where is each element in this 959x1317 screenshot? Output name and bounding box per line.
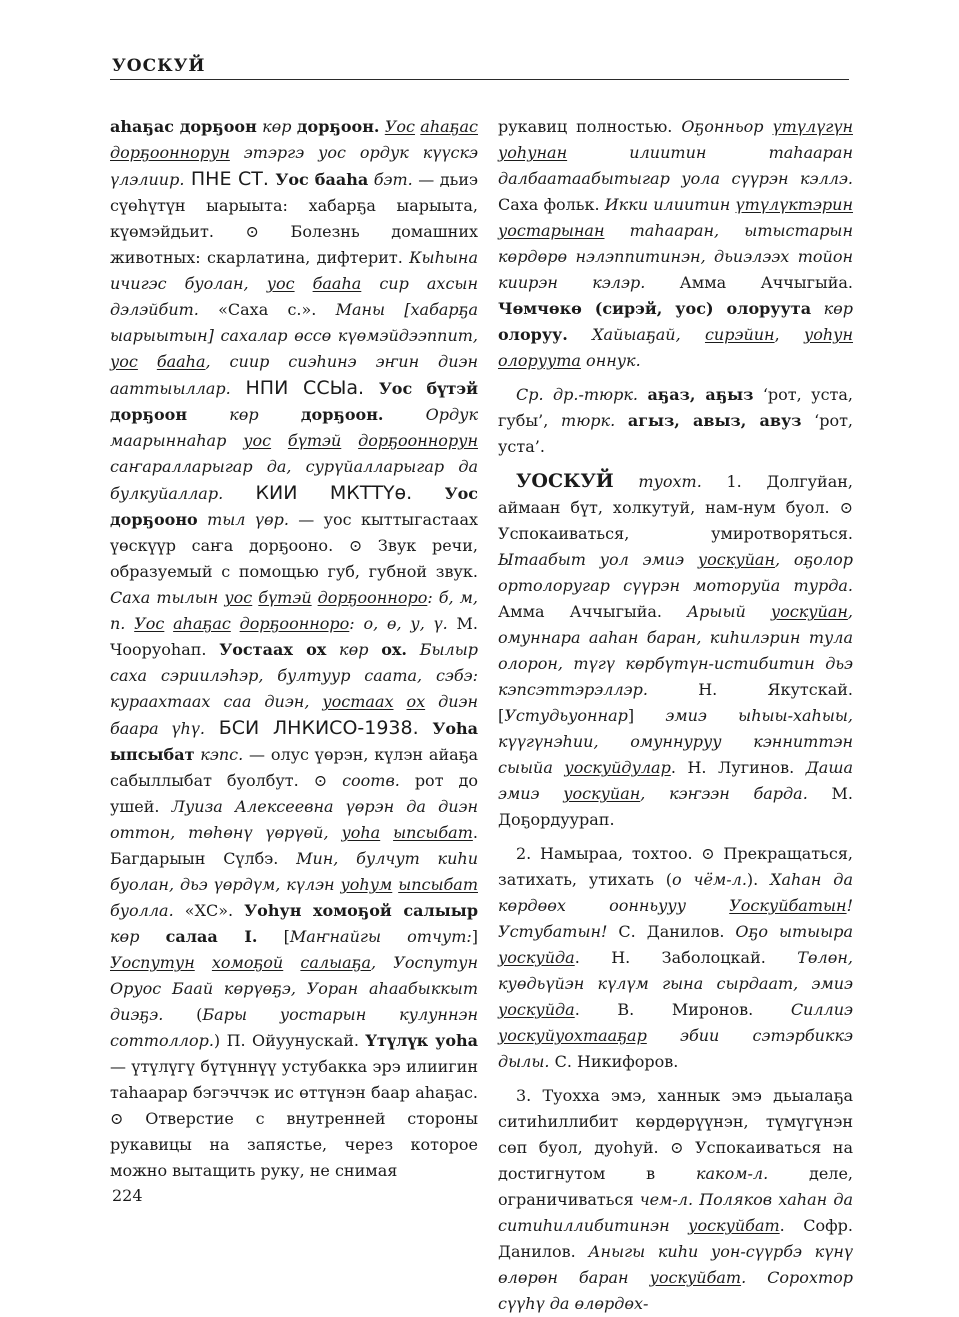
text-run: 2. Намыраа, тохтоо. ⊙ Прекращаться, затихать, утихать ( xyxy=(498,844,853,889)
text-run: көр xyxy=(256,117,297,136)
text-run: Софр. Данилов. xyxy=(498,1216,854,1261)
text-run: Уос дорҕооно xyxy=(110,484,478,529)
text-run: үтүлүгүн xyxy=(772,117,853,136)
text-run: ( xyxy=(163,1005,203,1024)
text-run: БСИ ЛНКИСО-1938. xyxy=(205,717,433,739)
text-run xyxy=(231,614,240,633)
text-run: о чём-л. xyxy=(672,870,747,889)
text-run: Н. Якутскай. [ xyxy=(498,680,853,725)
text-run: Багдарыын Сүлбэ. xyxy=(110,849,297,868)
text-run: Уостаах ох xyxy=(219,640,327,659)
text-run: уоскуйбат xyxy=(649,1268,742,1287)
text-run xyxy=(394,692,407,711)
text-run: диэн баара үһү. xyxy=(110,692,479,738)
text-run: УОСКУЙ xyxy=(516,470,614,492)
text-run: эбии сэтэрбиккэ дылы. xyxy=(498,1026,853,1071)
text-run: , сиир сиэһинэ эҥин диэн ааттыыллар. xyxy=(110,352,478,398)
text-run: : б, м, п. xyxy=(110,588,478,633)
text-run: Силлиэ xyxy=(790,1000,853,1019)
text-run: ыпсыбат xyxy=(393,823,473,842)
text-run: Бары уостарын кулуннэн соттоллор. xyxy=(110,1005,479,1050)
text-run: Уоспутун xyxy=(110,953,195,972)
text-run: Н. Лугинов. xyxy=(675,758,806,777)
text-run: 3. Туохха эмэ, ханнык эмэ дьыалаҕа ситиһиллибит көрдөрүүнэн, түмүгүнэн сөп буол, дуоһуй. ⊙ Успокаиваться на достигнутом в xyxy=(498,1086,853,1183)
text-run: уос xyxy=(224,588,253,607)
text-run: аҕаз, аҕыз xyxy=(647,385,754,404)
text-run: Саха тылын xyxy=(110,588,225,607)
paragraph xyxy=(498,382,853,460)
text-run: Ытаабыт уол эмиэ xyxy=(498,550,698,569)
text-run: . xyxy=(574,1000,580,1019)
text-run: уоһа xyxy=(341,823,381,842)
text-run: уоскуйда xyxy=(498,948,575,967)
text-run: аһаҕас xyxy=(173,614,231,633)
text-run: уоһум xyxy=(340,875,393,894)
text-run: бэт. xyxy=(368,170,413,189)
text-run: туохт. xyxy=(613,472,702,491)
text-run: , Уоспутун Оруос Баай көрүөҕэ, Уоран аһаабыккыт диэҕэ. xyxy=(110,953,478,1024)
text-run: Уоскуйбатын xyxy=(729,896,847,915)
text-run: кэпс. xyxy=(194,745,244,764)
text-run: ох xyxy=(406,692,426,711)
text-run: дорҕооннорун xyxy=(110,143,230,162)
text-run: Уос xyxy=(134,614,165,633)
text-run xyxy=(283,953,300,972)
text-run: Маҥнайгы отчут: xyxy=(289,927,472,946)
text-run: Үтүлүк уоһа xyxy=(365,1031,478,1050)
text-run: дорҕоон. xyxy=(296,117,380,136)
text-run: Ордук маарыннаһар xyxy=(110,405,478,450)
text-run: илиитин таһааран далбаатаабытыгар уола сүүрэн кэллэ. xyxy=(498,143,853,188)
text-run: Даша эмиэ xyxy=(498,758,854,803)
text-run: ] xyxy=(471,927,479,946)
text-run xyxy=(195,953,212,972)
text-run: — олус үөрэн, күлэн айаҕа сабыллыбат буолбут. ⊙ xyxy=(110,745,478,790)
text-run: — уос кыттыгастаах үөскүүр саҥа дорҕооно. ⊙ Звук речи, образуемый с помощью губ, губной звук. xyxy=(110,510,479,581)
text-run: Саха фольк. xyxy=(498,195,605,214)
text-run: рукавиц полностью. xyxy=(498,117,682,136)
text-run: деле, ограничиваться xyxy=(498,1164,853,1209)
text-run: салаа I. xyxy=(165,927,258,946)
text-run: [ xyxy=(257,927,290,946)
text-run: ). xyxy=(746,870,771,889)
text-run: көр xyxy=(187,405,301,424)
text-run: , кэҥээн барда. xyxy=(640,784,808,803)
text-run: Уоһун хомоҕой салыыр xyxy=(244,901,478,920)
text-run: Аныгы киһи уон-сүүрбэ күнү өлөрөн баран xyxy=(498,1242,853,1287)
paragraph xyxy=(498,841,853,1075)
text-run: соотв. xyxy=(342,771,400,790)
text-run: М. Чооруоһап. xyxy=(110,614,479,659)
text-run: С. Никифоров. xyxy=(549,1052,679,1071)
text-run xyxy=(271,431,288,450)
text-run: Уос xyxy=(384,117,415,136)
text-run: олоруута xyxy=(498,351,581,370)
text-run: уос xyxy=(266,274,295,293)
header-rule xyxy=(110,79,849,80)
text-run: бүтэй xyxy=(258,588,312,607)
text-run: бааһа xyxy=(156,352,206,371)
page-number: 224 xyxy=(112,1186,143,1205)
text-run: уоскуйан xyxy=(563,784,641,803)
text-run: , омуннара ааһан баран, киһилэрин тула олорон, түгү көрбүтүн-истибитин дьэ кэпсэттэрэллэр. xyxy=(498,602,853,699)
text-run: Луиза Алексеевна үөрэн да диэн оттон, төһөнү үөрүөй, xyxy=(110,797,479,842)
text-run: уос xyxy=(110,352,138,371)
text-run: . Сорохтор сүүһү да өлөрдөх- xyxy=(498,1268,853,1313)
text-run: каком-л. xyxy=(695,1164,769,1183)
text-run: . xyxy=(472,823,478,842)
text-run: этэргэ уос ордук күүскэ үлэлиир. xyxy=(110,143,478,189)
text-run: Ср. др.-тюрк. xyxy=(516,385,648,404)
text-run: НПИ ССЫа. xyxy=(230,377,379,399)
text-run: уоскуйуохтааҕар xyxy=(498,1026,647,1045)
text-run: эмиэ ыһыы-хаһыы, күүгүнэһии, омуннуруу кэнниттэн сыыйа xyxy=(498,706,853,777)
text-run: дорҕооннорун xyxy=(358,431,478,450)
text-run xyxy=(341,431,358,450)
text-run: ох. xyxy=(381,640,407,659)
text-run: уоһун xyxy=(803,325,853,344)
text-run: Устудьуоннар xyxy=(504,706,628,725)
text-run: . xyxy=(779,1216,785,1235)
text-run: хомоҕой xyxy=(211,953,284,972)
text-run: . xyxy=(670,758,676,777)
text-run: рот до ушей. xyxy=(110,771,478,816)
text-run: Мин, булчут киһи буолан, дьэ үөрдүм, күлэн xyxy=(110,849,478,894)
text-run: уоскуйан xyxy=(770,602,848,621)
text-run: Былыр саха сэриилэһэр, бултуур саата, сэбэ: кураахтаах саа диэн, xyxy=(110,640,478,711)
text-run: саҥаралларыгар да, сурүйалларыгар да булкуйаллар. xyxy=(110,457,478,503)
text-run: сир ахсын дэлэйбит. xyxy=(110,274,478,319)
text-run: М. Доҕордуурап. xyxy=(498,784,853,829)
text-run: Хаһан да көрдөөх оонньууу xyxy=(498,870,853,915)
text-run: ыпсыбат xyxy=(398,875,478,894)
text-run: Маны [хабарҕа ыарыытын] сахалар өссө күөмэйдээппит, xyxy=(110,300,478,345)
text-run: тюрк. xyxy=(561,411,628,430)
text-run: ) П. Ойуунускай. xyxy=(213,1031,366,1050)
text-run: Төлөн, куөдьүйэн күлүм гына сырдаат, эмиэ xyxy=(498,948,853,993)
text-run: дорҕоон. xyxy=(300,405,384,424)
text-run: үтүлүктэрин xyxy=(735,195,853,214)
text-run xyxy=(138,352,157,371)
text-run xyxy=(295,274,313,293)
text-run: Амма Аччыгыйа. xyxy=(498,602,688,621)
text-run: — дьиэ сүөһүтүн ыарыыта: хабарҕа ыарыыта, күөмэйдьит. ⊙ Болезнь домашних животных: скарлатина, дифтерит. xyxy=(110,170,478,267)
text-run: уостаах xyxy=(322,692,394,711)
text-run: Арыый xyxy=(687,602,771,621)
text-run: бүтэй xyxy=(287,431,342,450)
text-run: Уос бааһа xyxy=(275,170,369,189)
text-run: Уоһа ыпсыбат xyxy=(110,719,478,764)
text-run: көр xyxy=(811,299,853,318)
paragraph xyxy=(498,1083,853,1317)
text-run: сирэйин xyxy=(704,325,775,344)
text-run: Амма Аччыгыйа. xyxy=(645,273,853,292)
text-run: чем-л. Поляков хаһан да ситиһиллибитинэн xyxy=(498,1190,853,1235)
text-run: буолла. xyxy=(110,901,174,920)
text-run: дорҕооннoро xyxy=(239,614,350,633)
text-run: ] xyxy=(627,706,666,725)
text-run: дорҕооннoро xyxy=(317,588,428,607)
text-run xyxy=(380,823,393,842)
text-run: уоскуйда xyxy=(498,1000,575,1019)
text-run: агыз, авыз, авуз xyxy=(627,411,802,430)
text-run: уоскуйдулар xyxy=(564,758,671,777)
text-run: Икки илиитин xyxy=(604,195,736,214)
text-run: тыл үөр. xyxy=(197,510,289,529)
text-run: ПНЕ СТ. xyxy=(184,168,276,190)
text-run: Оҕонньор xyxy=(681,117,773,136)
text-run: таһааран, ытыстарын көрдөрө нэлэппитинэн, дьиэлээх тойон киирэн кэлэр. xyxy=(498,221,853,292)
text-run: оннук. xyxy=(580,351,641,370)
text-run: Уос бүтэй дорҕоон xyxy=(110,379,478,424)
right-column xyxy=(498,114,853,1317)
text-run: ‘рот, уста, губы’, xyxy=(498,385,854,430)
text-run: Чөмчөкө (сирэй, уос) олоруута xyxy=(498,299,812,318)
text-run: аһаҕас дорҕоон xyxy=(110,117,257,136)
text-run: бааһа xyxy=(312,274,362,293)
text-run: көр xyxy=(110,927,166,946)
text-run: . xyxy=(574,948,580,967)
text-run: — үтүлүгү бүтүннүү устубакка эрэ илиигин таһаарар бэгэччэк ис өттүнэн баар аһаҕас. ⊙ Отверстие с внутренней стороны рукавицы на запястье, через которое можно вытащить руку, не снимая xyxy=(110,1057,478,1180)
text-run: 1. Долгуйан, аймаан бүт, холкутуй, нам-нум буол. ⊙ Успокаиваться, умиротворяться. xyxy=(498,472,854,543)
text-run: «ХС». xyxy=(173,901,245,920)
text-run: С. Данилов. xyxy=(607,922,736,941)
text-run: ! Устубатын! xyxy=(498,896,853,941)
paragraph xyxy=(498,114,853,374)
text-run: Оҕо ытыыра xyxy=(735,922,853,941)
text-run: ‘рот, уста’. xyxy=(498,411,854,456)
text-run: Хайыаҕай, xyxy=(567,325,705,344)
text-run: КИИ МКТТҮө. xyxy=(223,482,445,504)
paragraph xyxy=(498,468,853,833)
text-run: уоскуйан xyxy=(697,550,775,569)
text-run: уоскуйбат xyxy=(688,1216,780,1235)
text-run: уоһунан xyxy=(498,143,568,162)
text-run: Кыһына ичигэс буолан, xyxy=(110,248,478,293)
left-column xyxy=(110,114,478,1184)
text-run: Н. Заболоцкай. xyxy=(579,948,798,967)
text-run: олоруу. xyxy=(498,325,568,344)
text-run: , xyxy=(774,325,804,344)
text-run: салыаҕа xyxy=(300,953,372,972)
text-run: уос xyxy=(243,431,272,450)
text-run: уостарынан xyxy=(498,221,605,240)
text-run: көр xyxy=(326,640,382,659)
text-run: аһаҕас xyxy=(420,117,478,136)
text-run: , оҕолор ортолоругар сүүрэн моторуйа турда. xyxy=(498,550,853,595)
running-head: УОСКУЙ xyxy=(112,56,206,76)
paragraph xyxy=(110,114,478,1184)
text-run: «Саха с.». xyxy=(198,300,336,319)
text-run: В. Миронов. xyxy=(579,1000,791,1019)
text-run: : о, ө, у, ү. xyxy=(349,614,448,633)
text-run xyxy=(164,614,173,633)
